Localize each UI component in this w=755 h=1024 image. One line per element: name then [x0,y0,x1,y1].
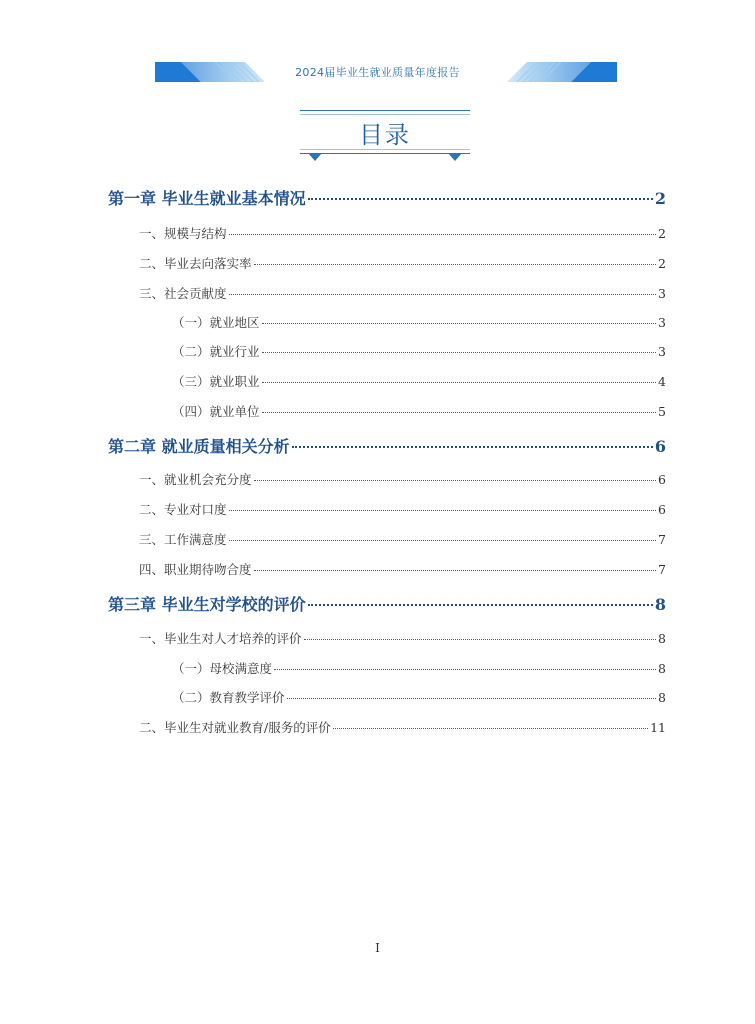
toc-entry-label: （二）就业行业 [172,344,260,359]
toc-entry-page: 7 [658,562,666,577]
toc-entry-label: 一、就业机会充分度 [139,472,252,487]
toc-entry-chapter-1[interactable] [108,186,666,209]
toc-entry[interactable] [139,560,666,578]
toc-entry-label: （四）就业单位 [172,404,260,419]
toc-entry-label: 二、专业对口度 [139,502,227,517]
toc-entry-label: 第三章 毕业生对学校的评价 [108,595,306,614]
toc-entry-page: 11 [650,720,666,735]
toc-entry[interactable] [139,470,666,488]
toc-entry[interactable] [172,313,666,331]
header-title: 2024届毕业生就业质量年度报告 [295,66,460,79]
toc-entry[interactable] [172,659,666,677]
page-number: I [375,941,380,955]
toc-entry-chapter-3[interactable] [108,592,666,615]
toc-title-box [300,110,470,154]
toc-entry[interactable] [172,372,666,390]
leader-dots [308,604,653,606]
toc-entry-page: 3 [658,286,666,301]
toc-entry-page: 3 [658,315,666,330]
leader-dots [308,198,653,200]
leader-dots [262,382,657,383]
toc-entry[interactable] [139,224,666,242]
toc-entry-page: 6 [654,437,666,456]
toc-entry-page: 8 [658,661,666,676]
toc-entry-page: 8 [658,690,666,705]
toc-entry[interactable] [172,342,666,360]
toc-entry[interactable] [139,254,666,272]
toc-entry-label: （一）母校满意度 [172,661,273,676]
toc-entry-page: 4 [658,374,666,389]
toc-entry-label: 第一章 毕业生就业基本情况 [108,189,306,208]
toc-entry[interactable] [139,718,666,736]
leader-dots [304,639,657,640]
toc-entry-label: 四、职业期待吻合度 [139,562,252,577]
leader-dots [262,412,657,413]
leader-dots [254,264,657,265]
toc-entry-label: 一、规模与结构 [139,226,227,241]
toc-title: 目录 [359,120,411,149]
toc-entry[interactable] [139,629,666,647]
toc-entry-label: （一）就业地区 [172,315,260,330]
toc-entry-label: （二）教育教学评价 [172,690,285,705]
toc-entry-label: 三、工作满意度 [139,532,227,547]
toc-entry-label: 三、社会贡献度 [139,286,227,301]
toc-entry-page: 6 [658,472,666,487]
toc-entry-page: 2 [658,226,666,241]
toc-entry-label: （三）就业职业 [172,374,260,389]
toc-entry-page: 8 [654,595,666,614]
leader-dots [262,352,657,353]
toc-entry[interactable] [172,688,666,706]
toc-entry-label: 一、毕业生对人才培养的评价 [139,631,302,646]
toc-entry-page: 2 [654,189,666,208]
toc-entry-page: 5 [658,404,666,419]
leader-dots [333,728,648,729]
leader-dots [292,446,653,448]
corner-ornament-icon [448,153,462,161]
toc-entry[interactable] [172,402,666,420]
toc-entry-page: 7 [658,532,666,547]
leader-dots [229,294,657,295]
leader-dots [229,540,657,541]
toc-entry[interactable] [139,530,666,548]
toc-entry-label: 第二章 就业质量相关分析 [108,437,290,456]
leader-dots [229,510,657,511]
toc-entry[interactable] [139,500,666,518]
leader-dots [287,698,657,699]
leader-dots [274,669,656,670]
toc-entry-chapter-2[interactable] [108,434,666,457]
leader-dots [229,234,657,235]
leader-dots [254,480,657,481]
toc-entry-page: 8 [658,631,666,646]
toc-entry-page: 2 [658,256,666,271]
leader-dots [254,570,657,571]
toc-entry-label: 二、毕业去向落实率 [139,256,252,271]
corner-ornament-icon [308,153,322,161]
toc-entry-page: 3 [658,344,666,359]
toc-entry-page: 6 [658,502,666,517]
toc-entry[interactable] [139,284,666,302]
toc-entry-label: 二、毕业生对就业教育/服务的评价 [139,720,331,735]
leader-dots [262,323,657,324]
